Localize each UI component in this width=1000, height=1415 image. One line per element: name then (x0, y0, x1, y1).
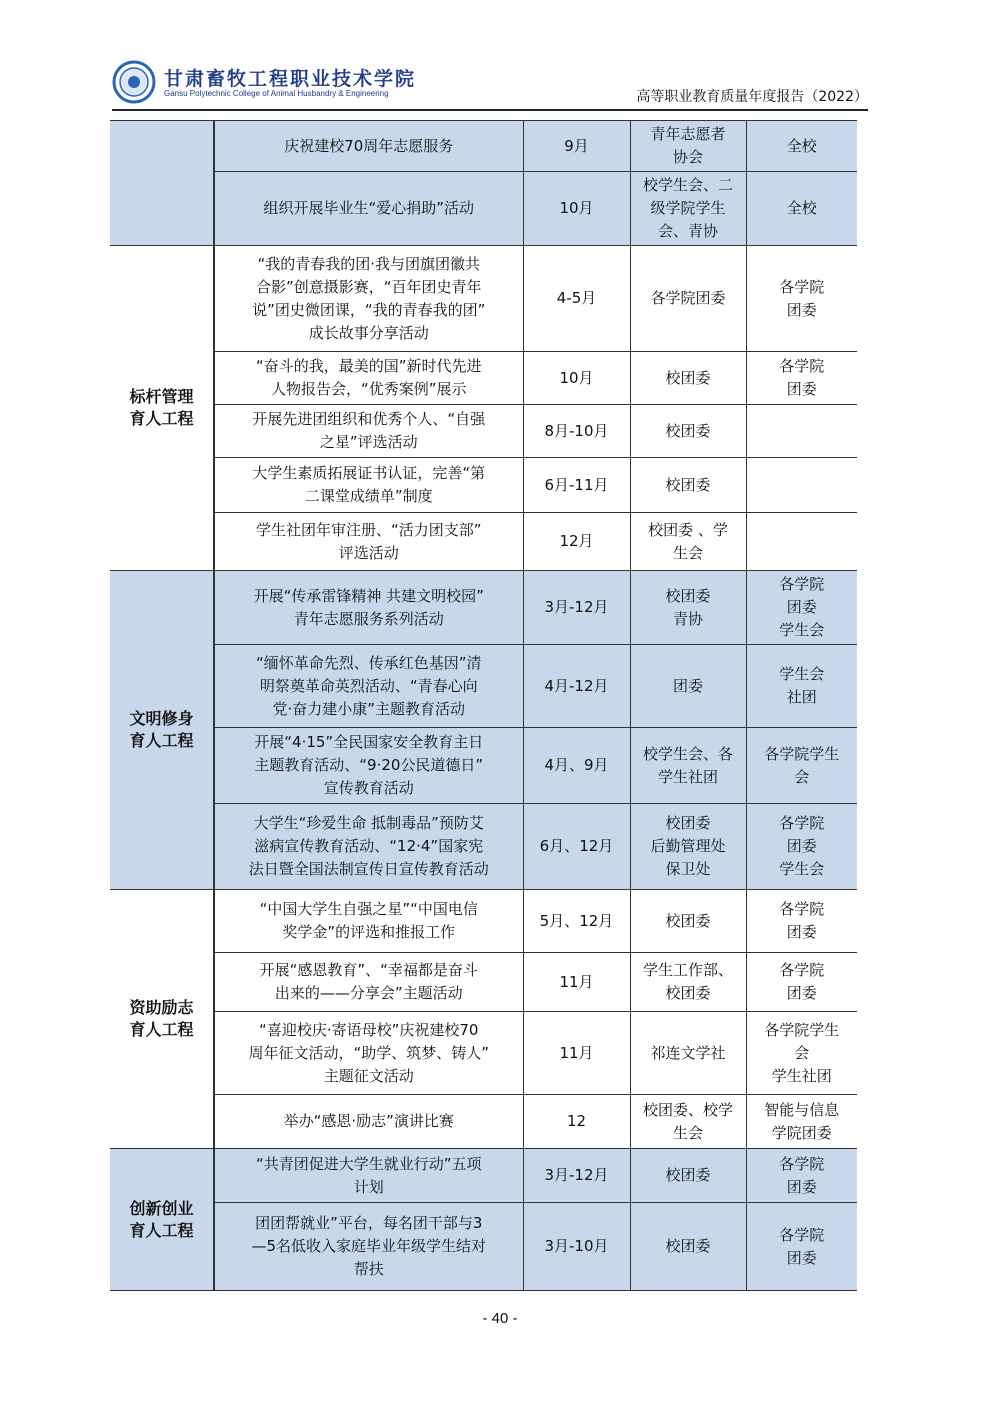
category-cell: 文明修身 育人工程 (110, 571, 214, 890)
time-cell: 4-5月 (523, 246, 630, 352)
activity-table (110, 120, 857, 1291)
time-cell: 3月-10月 (523, 1203, 630, 1291)
activity-cell: 组织开展毕业生“爱心捐助”活动 (214, 172, 523, 246)
participants-cell: 全校 (746, 121, 857, 172)
participants-cell: 各学院 团委 学生会 (746, 571, 857, 645)
time-cell: 3月-12月 (523, 1149, 630, 1203)
time-cell: 11月 (523, 953, 630, 1012)
college-seal-icon (112, 60, 156, 104)
activity-cell: 开展“传承雷锋精神 共建文明校园” 青年志愿服务系列活动 (214, 571, 523, 645)
organizer-cell: 校团委 (630, 352, 746, 405)
activity-cell: “缅怀革命先烈、传承红色基因”清 明祭奠革命英烈活动、“青春心向 党·奋力建小康”主题教育活动 (214, 645, 523, 728)
time-cell: 3月-12月 (523, 571, 630, 645)
organizer-cell: 祁连文学社 (630, 1012, 746, 1095)
organizer-cell: 校团委 青协 (630, 571, 746, 645)
category-cell (110, 121, 214, 246)
time-cell: 9月 (523, 121, 630, 172)
organizer-cell: 校团委、校学 生会 (630, 1095, 746, 1149)
table-row (110, 513, 857, 571)
table-row (110, 172, 857, 246)
table-row (110, 804, 857, 890)
participants-cell: 智能与信息 学院团委 (746, 1095, 857, 1149)
college-name-cn: 甘肃畜牧工程职业技术学院 (164, 68, 417, 90)
activity-cell: 开展先进团组织和优秀个人、“自强 之星”评选活动 (214, 405, 523, 458)
category-cell: 标杆管理 育人工程 (110, 246, 214, 571)
table-row (110, 953, 857, 1012)
organizer-cell: 校团委 (630, 890, 746, 953)
table-row (110, 352, 857, 405)
activity-cell: “共青团促进大学生就业行动”五项 计划 (214, 1149, 523, 1203)
activity-cell: 团团帮就业”平台，每名团干部与3 —5名低收入家庭毕业年级学生结对 帮扶 (214, 1203, 523, 1291)
time-cell: 4月、9月 (523, 728, 630, 804)
participants-cell: 各学院 团委 (746, 1149, 857, 1203)
table-row (110, 890, 857, 953)
activity-cell: 大学生素质拓展证书认证，完善“第 二课堂成绩单”制度 (214, 458, 523, 513)
participants-cell: 各学院 团委 (746, 352, 857, 405)
participants-cell: 全校 (746, 172, 857, 246)
table-row (110, 1012, 857, 1095)
table-row (110, 458, 857, 513)
participants-cell: 各学院 团委 (746, 246, 857, 352)
table-row (110, 405, 857, 458)
organizer-cell: 校团委 (630, 458, 746, 513)
participants-cell (746, 513, 857, 571)
time-cell: 6月-11月 (523, 458, 630, 513)
activity-cell: 学生社团年审注册、“活力团支部” 评选活动 (214, 513, 523, 571)
page-header (112, 58, 868, 110)
table-row (110, 1149, 857, 1203)
participants-cell: 各学院 团委 学生会 (746, 804, 857, 890)
organizer-cell: 校团委 、学 生会 (630, 513, 746, 571)
participants-cell: 各学院学生 会 学生社团 (746, 1012, 857, 1095)
activity-cell: “中国大学生自强之星”“中国电信 奖学金”的评选和推报工作 (214, 890, 523, 953)
activity-cell: 庆祝建校70周年志愿服务 (214, 121, 523, 172)
time-cell: 10月 (523, 172, 630, 246)
table-row (110, 571, 857, 645)
category-cell: 创新创业 育人工程 (110, 1149, 214, 1291)
time-cell: 8月-10月 (523, 405, 630, 458)
organizer-cell: 学生工作部、 校团委 (630, 953, 746, 1012)
activity-cell: “喜迎校庆·寄语母校”庆祝建校70 周年征文活动，“助学、筑梦、铸人” 主题征文活动 (214, 1012, 523, 1095)
activity-cell: 开展“4·15”全民国家安全教育主日 主题教育活动、“9·20公民道德日” 宣传教育活动 (214, 728, 523, 804)
time-cell: 12月 (523, 513, 630, 571)
organizer-cell: 青年志愿者 协会 (630, 121, 746, 172)
table-row (110, 246, 857, 352)
organizer-cell: 校学生会、各 学生社团 (630, 728, 746, 804)
participants-cell: 学生会 社团 (746, 645, 857, 728)
college-name-en: Gansu Polytechnic College of Animal Husbandry & Engineering (164, 89, 389, 98)
activity-cell: 大学生“珍爱生命 抵制毒品”预防艾 滋病宣传教育活动、“12·4”国家宪 法日暨全国法制宣传日宣传教育活动 (214, 804, 523, 890)
time-cell: 4月-12月 (523, 645, 630, 728)
activity-cell: “奋斗的我，最美的国”新时代先进 人物报告会，“优秀案例”展示 (214, 352, 523, 405)
time-cell: 12 (523, 1095, 630, 1149)
organizer-cell: 校团委 后勤管理处 保卫处 (630, 804, 746, 890)
table-row (110, 121, 857, 172)
activity-cell: 举办“感恩·励志”演讲比赛 (214, 1095, 523, 1149)
report-title: 高等职业教育质量年度报告（2022） (636, 89, 868, 105)
participants-cell: 各学院 团委 (746, 890, 857, 953)
organizer-cell: 各学院团委 (630, 246, 746, 352)
participants-cell: 各学院 团委 (746, 1203, 857, 1291)
organizer-cell: 校团委 (630, 1203, 746, 1291)
organizer-cell: 校团委 (630, 1149, 746, 1203)
page-number: - 40 - (482, 1310, 518, 1327)
activity-cell: “我的青春我的团·我与团旗团徽共 合影”创意摄影赛，“百年团史青年 说”团史微团课，“我的青春我的团” 成长故事分享活动 (214, 246, 523, 352)
table-row (110, 1203, 857, 1291)
organizer-cell: 校团委 (630, 405, 746, 458)
header-divider (112, 109, 868, 111)
participants-cell (746, 458, 857, 513)
time-cell: 5月、12月 (523, 890, 630, 953)
time-cell: 11月 (523, 1012, 630, 1095)
participants-cell: 各学院 团委 (746, 953, 857, 1012)
organizer-cell: 校学生会、二 级学院学生 会、青协 (630, 172, 746, 246)
category-cell: 资助励志 育人工程 (110, 890, 214, 1149)
table-row (110, 728, 857, 804)
table-row (110, 1095, 857, 1149)
time-cell: 6月、12月 (523, 804, 630, 890)
activity-cell: 开展“感恩教育”、“幸福都是奋斗 出来的——分享会”主题活动 (214, 953, 523, 1012)
organizer-cell: 团委 (630, 645, 746, 728)
table-row (110, 645, 857, 728)
time-cell: 10月 (523, 352, 630, 405)
participants-cell (746, 405, 857, 458)
participants-cell: 各学院学生 会 (746, 728, 857, 804)
